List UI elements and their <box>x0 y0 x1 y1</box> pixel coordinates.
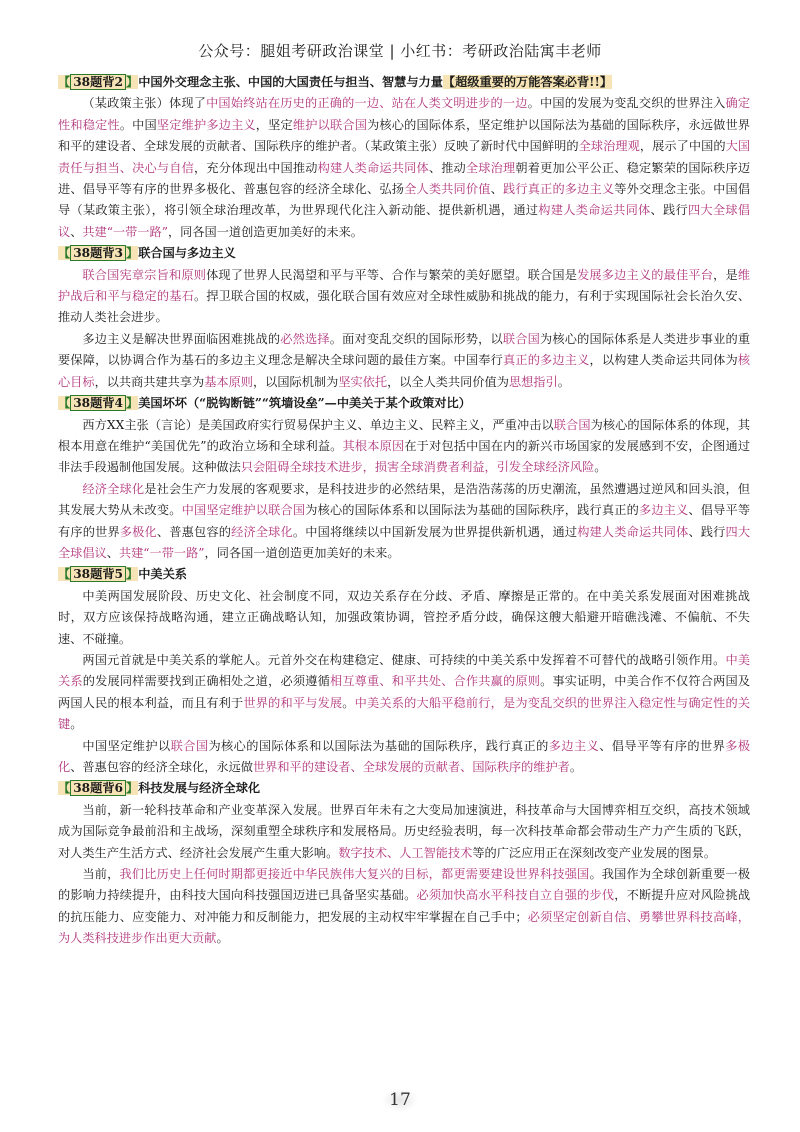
highlighted-keyword: 必然选择 <box>280 331 330 346</box>
text-segment: 为核心的国际体系和以国际法为基础的国际秩序，践行真正的 <box>305 503 639 518</box>
important-note: 【超级重要的万能答案必背!!】 <box>442 75 613 89</box>
question-number: 38题背2 <box>70 74 126 90</box>
text-segment: 、普惠包容的经济全球化，永远做 <box>70 760 253 774</box>
text-segment: 。 <box>569 760 583 774</box>
highlighted-keyword: 中美关系的大船平稳前行，是为变乱交织的世界注入稳定性与确定性的关键 <box>58 695 751 732</box>
text-segment: 。 <box>216 931 229 946</box>
text-segment: ，展示了中国的 <box>639 139 726 154</box>
paragraph <box>58 479 750 565</box>
text-segment: 。 <box>557 374 570 389</box>
text-segment: ，不断提升应对风险挑战的抗压能力、应变能力、对冲能力和反制能力，把发展的主动权牢牢掌握在自己手中； <box>58 888 751 924</box>
text-segment: ，坚定 <box>255 117 293 132</box>
question-number: 38题背4 <box>70 395 126 411</box>
section-heading <box>58 564 750 585</box>
section-heading <box>58 243 750 264</box>
highlighted-keyword: 必须加快高水平科技自立自强的步伐 <box>416 888 615 903</box>
highlighted-keyword: 多边主义 <box>548 738 600 753</box>
highlighted-keyword: 只会阻碍全球技术进步，损害全球消费者利益，引发全球经济风险 <box>240 460 595 475</box>
question-number: 38题背5 <box>70 566 126 582</box>
highlighted-keyword: 四大全球倡议 <box>58 203 751 239</box>
highlighted-keyword: 经济全球化 <box>231 524 293 539</box>
text-segment: 当前， <box>82 867 120 882</box>
text-segment: 为核心的国际体系，坚定维护以国际法为基础的国际秩序，永远做世界和平的建设者、全球发展的贡献者、国际秩序的维护者。（某政策主张）反映了新时代中国鲜明的 <box>58 117 751 154</box>
text-segment: 为核心的国际体系和以国际法为基础的国际秩序，践行真正的 <box>208 738 549 753</box>
paragraph <box>58 265 750 329</box>
text-segment: 。事实证明，中美合作不仅符合两国及两国人民的根本利益，而且有利于 <box>58 674 751 710</box>
highlighted-keyword: 必须坚定创新自信、勇攀世界科技高峰，为人类科技进步作出更大贡献 <box>58 909 750 946</box>
section-title: 中美关系 <box>138 567 187 582</box>
highlighted-keyword: 联合国 <box>553 417 591 432</box>
highlighted-keyword: 四大全球倡议 <box>58 524 751 560</box>
text-segment: 。中国将继续以中国新发展为世界提供新机遇，通过 <box>292 524 578 539</box>
highlighted-keyword: 发展多边主义的最佳平台 <box>577 267 714 282</box>
section-heading <box>58 778 750 799</box>
highlighted-keyword: 坚定维护多边主义 <box>156 117 256 132</box>
text-segment: 。中国 <box>119 117 157 132</box>
section-heading <box>58 393 750 414</box>
highlighted-keyword: 世界和平的建设者、全球发展的贡献者、国际秩序的维护者 <box>253 760 570 774</box>
text-segment: 。 <box>342 695 355 710</box>
section-title: 科技发展与经济全球化 <box>138 781 261 796</box>
text-segment: ，同各国一道创造更加美好的未来。 <box>204 545 400 560</box>
text-segment: 、 <box>106 545 119 560</box>
paragraph <box>58 736 750 779</box>
text-segment: ，以共商共建共享为 <box>94 374 205 389</box>
question-number: 38题背3 <box>70 245 126 261</box>
question-number: 38题背6 <box>70 780 126 796</box>
paragraph <box>58 650 750 736</box>
document-body <box>58 72 750 950</box>
highlighted-keyword: 经济全球化 <box>82 481 145 496</box>
text-segment: 多边主义是解决世界面临困难挑战的 <box>82 331 281 346</box>
question-tag: 【 38题背5 】 <box>58 567 139 582</box>
question-tag: 【 38题背3 】 <box>58 246 139 261</box>
highlighted-keyword: 坚实依托 <box>338 374 388 389</box>
highlighted-keyword: 联合国 <box>170 738 209 753</box>
text-segment: 为核心的国际体系的体现，其根本用意在维护“美国优先”的政治立场和全球利益。 <box>58 417 751 453</box>
highlighted-keyword: 多极化 <box>119 524 157 539</box>
highlighted-keyword: 联合国宪章宗旨和原则 <box>82 267 207 282</box>
text-segment: ，以构建人类命运共同体为 <box>589 353 738 368</box>
highlighted-keyword: 构建人类命运共同体 <box>577 524 689 539</box>
highlighted-keyword: 世界的和平与发展 <box>243 695 343 710</box>
text-segment: 西方XX主张（言论）是美国政府实行贸易保护主义、单边主义、民粹主义，严重冲击以 <box>82 417 554 432</box>
highlighted-keyword: 我们比历史上任何时期都更接近中华民族伟大复兴的目标，都更需要建设世界科技强国 <box>119 867 590 882</box>
text-segment: 当前，新一轮科技革命和产业变革深入发展。世界百年未有之大变局加速演进，科技革命与大国博弈相互交织，高技术领域成为国际竞争最前沿和主战场，深刻重塑全球秩序和发展格局。历史经验表明，每一次科技革命都会带动生产力产生质的飞跃，对人类生产生活方式、经济社会发展产生重大影响。 <box>58 802 750 860</box>
text-segment: 。捍卫联合国的权威，强化联合国有效应对全球性威胁和挑战的能力，有利于实现国际社会长治久安、推动人类社会进步。 <box>58 289 751 325</box>
highlighted-keyword: 维护战后和平与稳定的基石 <box>58 267 751 304</box>
highlighted-keyword: 构建人类命运共同体 <box>317 160 429 175</box>
text-segment: 、践行 <box>688 524 726 539</box>
highlighted-keyword: 真正的多边主义 <box>502 353 590 368</box>
section-title: 中国外交理念主张、中国的大国责任与担当、智慧与力量 <box>138 75 443 89</box>
highlighted-keyword: 全球治理观 <box>578 139 640 154</box>
highlighted-keyword: 联合国 <box>502 331 540 346</box>
highlighted-keyword: 中国坚定维护以联合国 <box>181 503 306 518</box>
text-segment: 中国坚定维护以 <box>82 738 171 753</box>
page-number: 17 <box>382 1088 418 1112</box>
paragraph <box>58 800 750 864</box>
text-segment: 在于对包括中国在内的新兴市场国家的发展感到不安，企图通过非法手段遏制他国发展。这种做法 <box>58 438 751 475</box>
text-segment: 中美两国发展阶段、历史文化、社会制度不同，双边关系存在分歧、矛盾、摩擦是正常的。在中美关系发展面对困难挑战时，双方应该保持战略沟通，建立正确战略认知，加强政策协调，管控矛盾分歧，确保这艘大船避开暗礁浅滩、不偏航、不失速、不碰撞。 <box>58 588 750 646</box>
paragraph <box>58 329 750 393</box>
text-segment: 、 <box>70 224 83 239</box>
text-segment: 、倡导平等有序的世界 <box>599 738 726 753</box>
text-segment: 、倡导平等有序的世界 <box>58 503 751 539</box>
text-segment: 等的广泛应用正在深刻改变产业发展的图景。 <box>472 845 717 860</box>
text-segment: ，以全人类共同价值为 <box>387 374 509 389</box>
highlighted-keyword: 其根本原因 <box>342 438 405 453</box>
paragraph <box>58 415 750 479</box>
question-tag: 【 38题背2 】 <box>58 75 139 89</box>
text-segment: ，以国际机制为 <box>253 374 339 389</box>
highlighted-keyword: 大国责任与担当、决心与自信 <box>58 139 751 175</box>
highlighted-keyword: 共建“一带一路” <box>118 545 205 560</box>
text-segment: ，充分体现出中国推动 <box>193 160 318 175</box>
highlighted-keyword: 多极化 <box>58 738 751 774</box>
paragraph <box>58 586 750 650</box>
text-segment: ，是 <box>713 267 738 282</box>
section-title: 美国坏坏（“脱钩断链”“筑墙设垒”—中美关于某个政策对比） <box>138 396 471 411</box>
question-tag: 【 38题背6 】 <box>58 781 139 796</box>
highlighted-keyword: 中国始终站在历史的正确的一边、站在人类文明进步的一边 <box>206 96 528 111</box>
section-title: 联合国与多边主义 <box>138 246 236 261</box>
highlighted-keyword: 确定性和稳定性 <box>58 96 751 132</box>
highlighted-keyword: 基本原则 <box>204 374 253 389</box>
text-segment: 两国元首就是中美关系的掌舵人。元首外交在构建稳定、健康、可持续的中美关系中发挥着不可替代的战略引领作用。 <box>82 652 726 667</box>
text-segment: 。中国的发展为变乱交织的世界注入 <box>527 96 726 111</box>
text-segment: 、践行 <box>650 203 688 218</box>
highlighted-keyword: 中美关系 <box>58 652 751 689</box>
text-segment: 等外交理念主张。中国倡导（某政策主张），将引领全球治理改革，为世界现代化注入新动能、提供新机遇，通过 <box>58 182 751 218</box>
highlighted-keyword: 构建人类命运共同体 <box>538 203 651 218</box>
text-segment: 的发展同样需要找到正确相处之道，必须遵循 <box>82 674 330 689</box>
highlighted-keyword: 数字技术、人工智能技术 <box>338 845 473 860</box>
highlighted-keyword: 维护以联合国 <box>292 117 368 132</box>
text-segment: ，同各国一道创造更加美好的未来。 <box>167 224 363 239</box>
text-segment: 。我国作为全球创新重要一极的影响力持续提升，由科技大国向科技强国迈进已具备坚实基础。 <box>58 867 751 903</box>
text-segment: 、推动 <box>428 160 466 175</box>
highlighted-keyword: 核心目标 <box>58 353 751 389</box>
section-heading <box>58 72 750 93</box>
text-segment: 是社会生产力发展的客观要求，是科技进步的必然结果，是浩浩荡荡的历史潮流，虽然遭遇过逆风和回头浪，但其发展大势从未改变。 <box>58 481 751 518</box>
text-segment: 为核心的国际体系是人类进步事业的重要保障，以协调合作为基石的多边主义理念是解决全球问题的最佳方案。中国奉行 <box>58 331 751 368</box>
text-segment: （某政策主张）体现了 <box>82 96 207 111</box>
text-segment: 、 <box>490 182 503 197</box>
text-segment: 。 <box>594 460 607 475</box>
question-tag: 【 38题背4 】 <box>58 396 139 411</box>
paragraph <box>58 93 750 243</box>
highlighted-keyword: 践行真正的多边主义 <box>503 182 615 197</box>
text-segment: 。面对变乱交织的国际形势，以 <box>329 331 503 346</box>
highlighted-keyword: 共建“一带一路” <box>82 224 168 239</box>
text-segment: 体现了世界人民渴望和平与平等、合作与繁荣的美好愿望。联合国是 <box>206 267 578 282</box>
page-header: 公众号：腿姐考研政治课堂 | 小红书：考研政治陆寓丰老师 <box>198 42 602 60</box>
highlighted-keyword: 全人类共同价值 <box>404 182 491 197</box>
highlighted-keyword: 全球治理 <box>465 160 516 175</box>
paragraph <box>58 864 750 950</box>
text-segment: 。 <box>70 717 83 732</box>
highlighted-keyword: 思想指引 <box>508 374 558 389</box>
highlighted-keyword: 多边主义 <box>638 503 689 518</box>
text-segment: 、普惠包容的 <box>156 524 232 539</box>
highlighted-keyword: 相互尊重、和平共处、合作共赢的原则 <box>329 674 541 689</box>
text-segment: 朝着更加公平公正、稳定繁荣的国际秩序迈进、倡导平等有序的世界多极化、普惠包容的经济全球化、弘扬 <box>58 160 751 197</box>
